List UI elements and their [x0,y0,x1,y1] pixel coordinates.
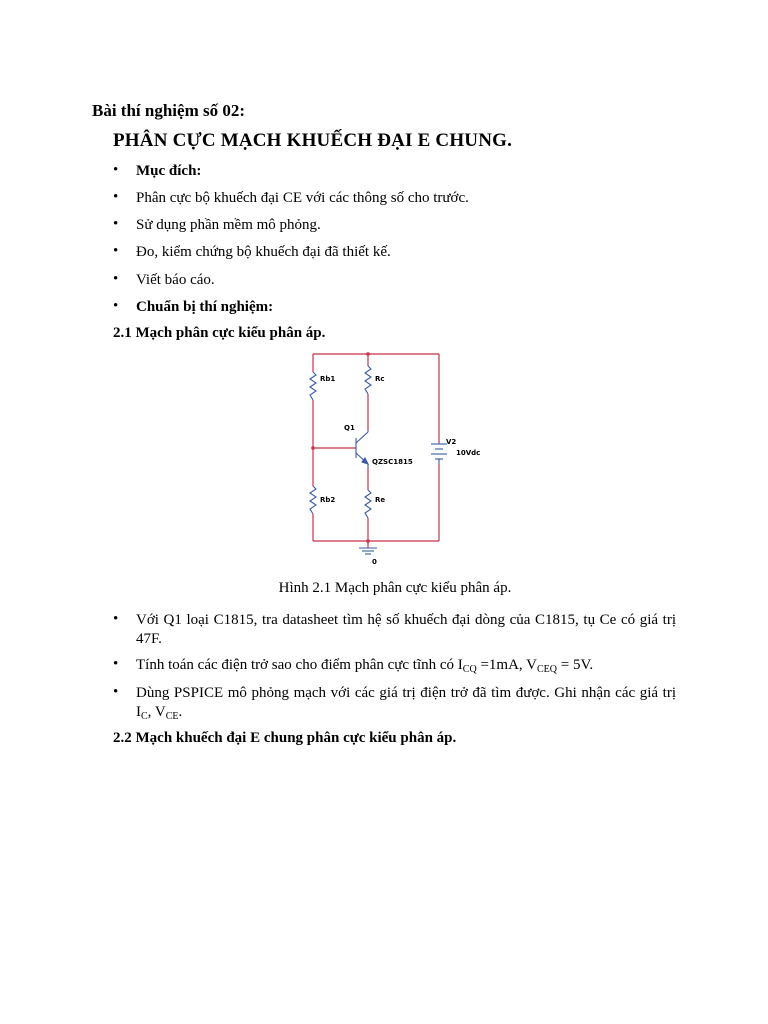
rb2-resistor [310,486,316,514]
bullet: • [113,243,119,259]
task-text: , V [147,704,166,720]
task-text: Dùng PSPICE mô phỏng mạch với các giá trị điện trở đã tìm được. Ghi nhận các giá trị I [136,685,676,720]
circuit-wires [313,354,439,548]
battery-symbol [431,444,447,464]
task-item: Với Q1 loại C1815, tra datasheet tìm hệ số khuếch đại dòng của C1815, tụ Ce có giá trị 47F. [136,612,676,647]
list-item [113,611,676,649]
preparation-heading: Chuẩn bị thí nghiệm: [136,299,274,315]
figure-caption: Hình 2.1 Mạch phân cực kiểu phân áp. [278,580,512,596]
rb1-resistor [310,372,316,400]
ground-label: 0 [372,558,377,566]
transistor-model-label: QZSC1815 [372,458,413,466]
re-resistor [365,490,371,518]
section-2-2-heading: 2.2 Mạch khuếch đại E chung phân cực kiểu phân áp. [113,730,457,746]
bullet: • [113,656,119,672]
subscript: CE [165,711,179,722]
bullet: • [113,611,119,627]
section-2-1-heading: 2.1 Mạch phân cực kiểu phân áp. [113,325,326,341]
rb1-label: Rb1 [320,375,336,383]
task-item [136,684,676,722]
purpose-item: Đo, kiểm chứng bộ khuếch đại đã thiết kế. [136,244,391,260]
re-label: Re [375,496,386,504]
lab-title: PHÂN CỰC MẠCH KHUẾCH ĐẠI E CHUNG. [113,130,513,151]
bullet: • [113,162,119,178]
task-text: Tính toán các điện trở sao cho điểm phân cực tĩnh có I [136,657,463,673]
rb2-label: Rb2 [320,496,336,504]
subscript: C [141,711,148,722]
subscript: CQ [462,664,477,675]
ground-symbol [359,548,377,554]
q1-label: Q1 [344,424,355,432]
bullet: • [113,298,119,314]
purpose-item: Phân cực bộ khuếch đại CE với các thông số cho trước. [136,190,469,206]
task-text: = 5V. [556,657,594,673]
bullet: • [113,216,119,232]
purpose-item: Sử dụng phần mềm mô phỏng. [136,217,321,233]
v2-label: V2 [446,438,457,446]
rc-label: Rc [375,375,385,383]
rc-resistor [365,366,371,394]
subscript: CEQ [536,664,557,675]
bullet: • [113,684,119,700]
task-text: =1mA, V [476,657,537,673]
list-item [113,684,676,722]
task-text: . [178,704,183,720]
purpose-heading: Mục đích: [136,163,202,179]
purpose-item: Viết báo cáo. [136,272,215,288]
lab-number: Bài thí nghiệm số 02: [92,101,246,120]
bullet: • [113,271,119,287]
transistor-symbol [356,430,368,468]
list-item [113,656,676,675]
bullet: • [113,189,119,205]
vdc-label: 10Vdc [456,449,481,457]
task-item [136,656,676,675]
